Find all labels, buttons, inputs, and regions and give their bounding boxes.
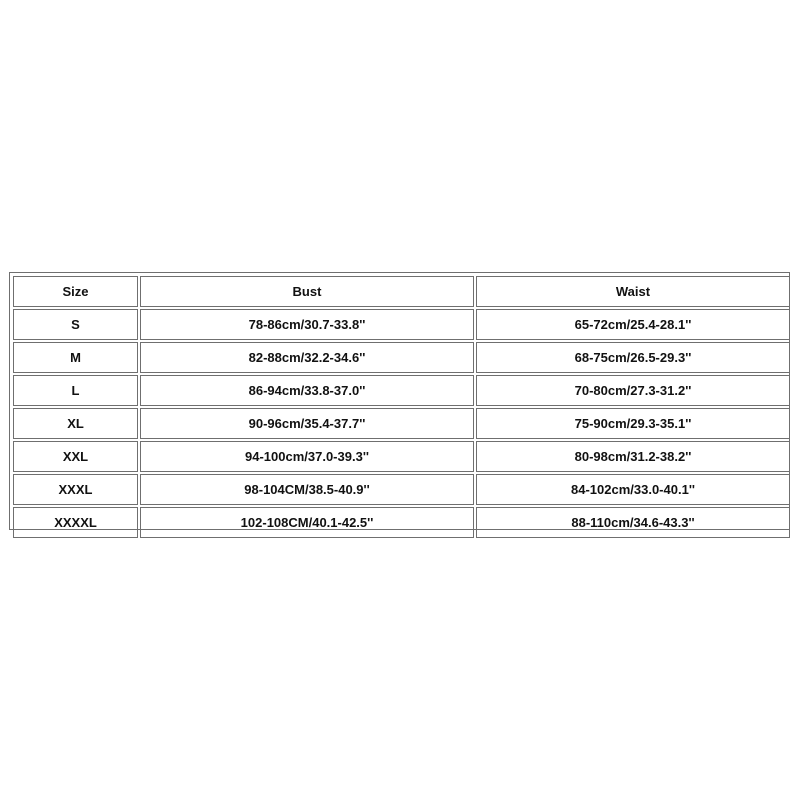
bust-cell: 98-104CM/38.5-40.9'' xyxy=(140,474,474,505)
bust-cell: 90-96cm/35.4-37.7'' xyxy=(140,408,474,439)
size-cell: XL xyxy=(13,408,138,439)
table-row xyxy=(13,507,790,538)
size-cell: L xyxy=(13,375,138,406)
bust-cell: 86-94cm/33.8-37.0'' xyxy=(140,375,474,406)
bust-cell: 78-86cm/30.7-33.8'' xyxy=(140,309,474,340)
table-row xyxy=(13,309,790,340)
size-cell: M xyxy=(13,342,138,373)
table-row xyxy=(13,474,790,505)
bust-cell: 82-88cm/32.2-34.6'' xyxy=(140,342,474,373)
waist-cell: 65-72cm/25.4-28.1'' xyxy=(476,309,790,340)
table-row xyxy=(13,342,790,373)
size-cell: XXXL xyxy=(13,474,138,505)
waist-cell: 80-98cm/31.2-38.2'' xyxy=(476,441,790,472)
bust-cell: 102-108CM/40.1-42.5'' xyxy=(140,507,474,538)
waist-cell: 88-110cm/34.6-43.3'' xyxy=(476,507,790,538)
header-size: Size xyxy=(13,276,138,307)
waist-cell: 84-102cm/33.0-40.1'' xyxy=(476,474,790,505)
header-row xyxy=(13,276,790,307)
waist-cell: 70-80cm/27.3-31.2'' xyxy=(476,375,790,406)
size-chart-table xyxy=(11,274,792,540)
header-bust: Bust xyxy=(140,276,474,307)
bust-cell: 94-100cm/37.0-39.3'' xyxy=(140,441,474,472)
table-row xyxy=(13,408,790,439)
size-cell: XXXXL xyxy=(13,507,138,538)
waist-cell: 68-75cm/26.5-29.3'' xyxy=(476,342,790,373)
waist-cell: 75-90cm/29.3-35.1'' xyxy=(476,408,790,439)
size-chart-frame xyxy=(9,272,790,530)
header-waist: Waist xyxy=(476,276,790,307)
size-cell: S xyxy=(13,309,138,340)
table-row xyxy=(13,375,790,406)
size-cell: XXL xyxy=(13,441,138,472)
table-row xyxy=(13,441,790,472)
